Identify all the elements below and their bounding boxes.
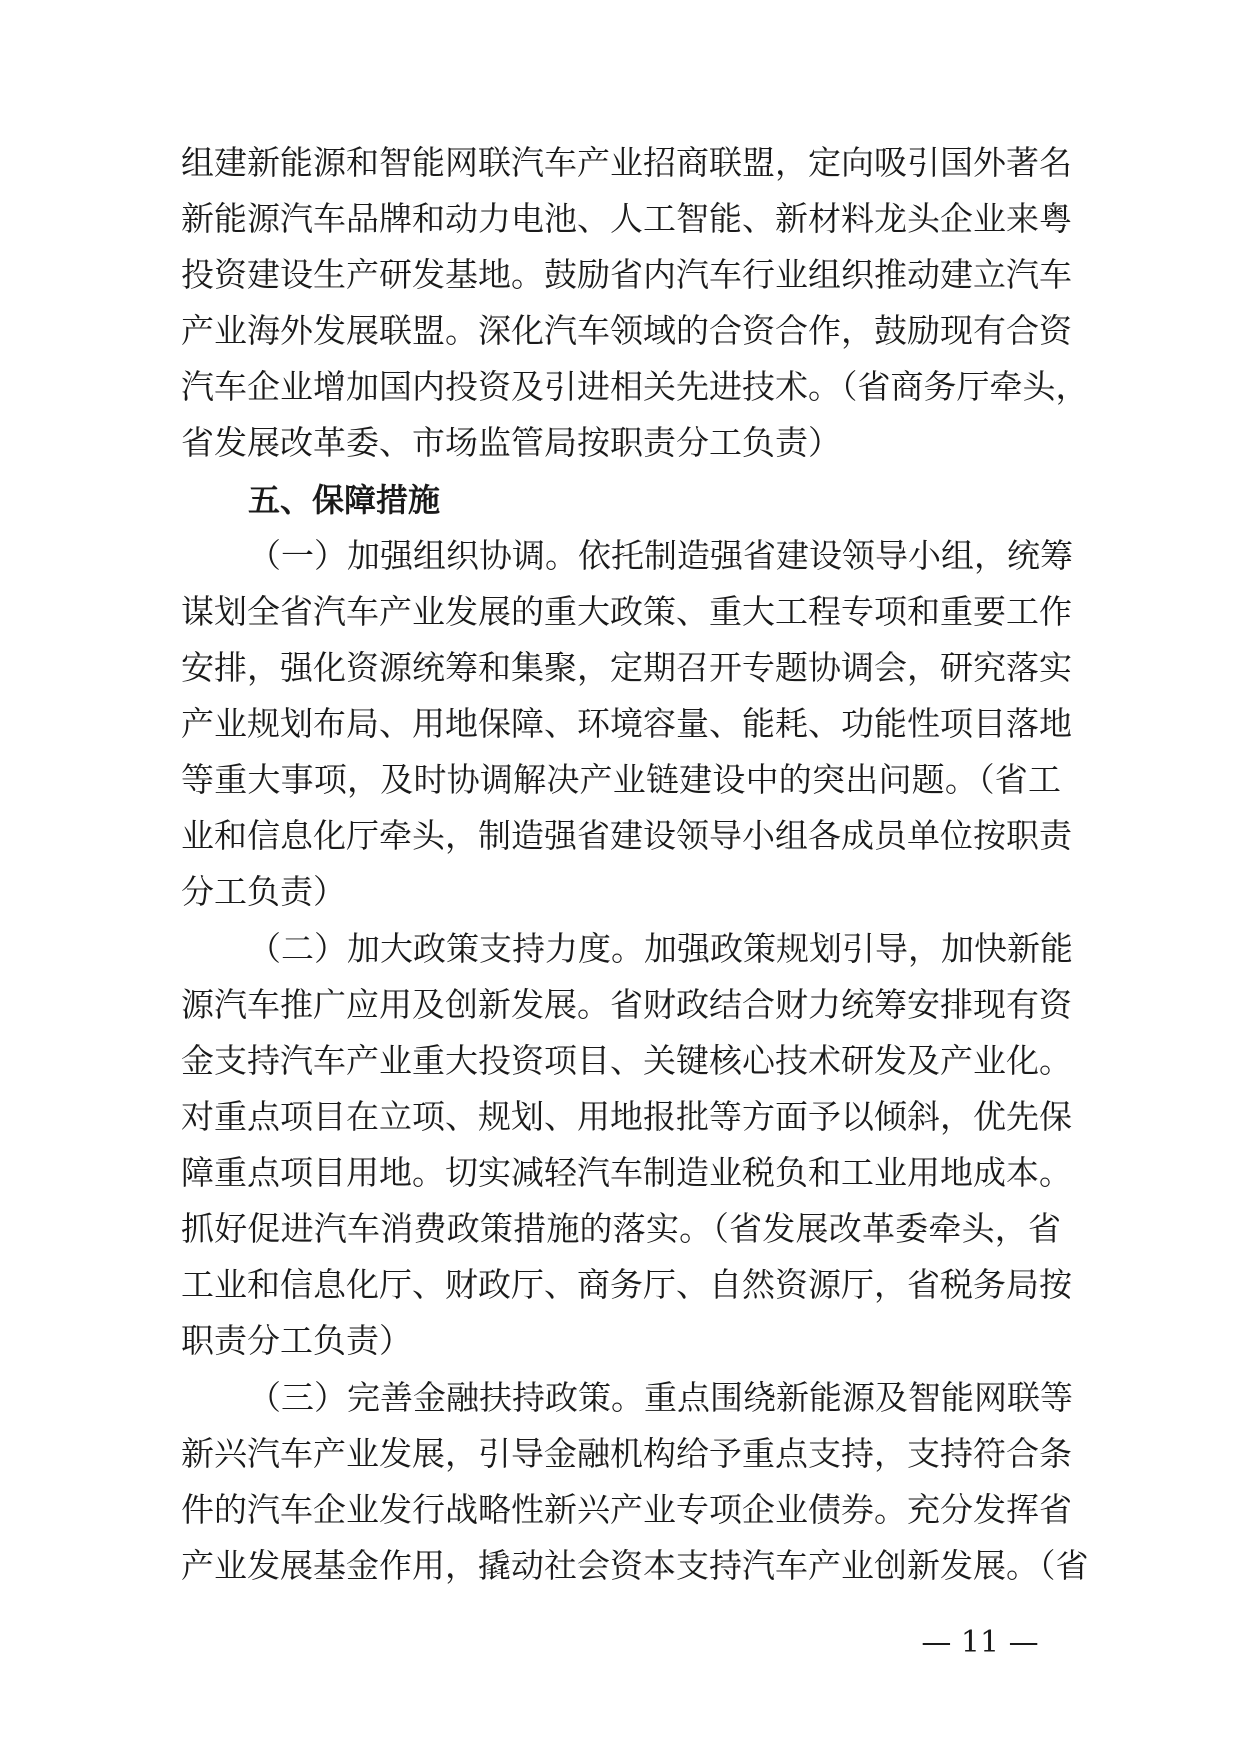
body-line: 障重点项目用地。切实减轻汽车制造业税负和工业用地成本。 [181,1153,1072,1192]
body-line: 职责分工负责） [181,1321,412,1360]
body-line: 汽车企业增加国内投资及引进相关先进技术。（省商务厅牵头， [181,367,1089,406]
page-number: — 11 — [921,1625,1039,1660]
section-heading: 五、保障措施 [248,481,441,519]
body-line: 金支持汽车产业重大投资项目、关键核心技术研发及产业化。 [181,1041,1072,1080]
body-line: 工业和信息化厅、财政厅、商务厅、自然资源厅，省税务局按 [181,1265,1072,1304]
paragraph-first-line: （二）加大政策支持力度。加强政策规划引导，加快新能 [248,929,1073,968]
body-line: 投资建设生产研发基地。鼓励省内汽车行业组织推动建立汽车 [181,255,1072,294]
paragraph-first-line: （三）完善金融扶持政策。重点围绕新能源及智能网联等 [248,1378,1073,1417]
body-line: 产业规划布局、用地保障、环境容量、能耗、功能性项目落地 [181,704,1072,743]
body-line: 新兴汽车产业发展，引导金融机构给予重点支持，支持符合条 [181,1434,1072,1473]
body-line: 业和信息化厅牵头，制造强省建设领导小组各成员单位按职责 [181,816,1072,855]
body-line: 等重大事项，及时协调解决产业链建设中的突出问题。（省工 [181,760,1061,799]
paragraph-first-line: （一）加强组织协调。依托制造强省建设领导小组，统筹 [248,536,1073,575]
body-line: 新能源汽车品牌和动力电池、人工智能、新材料龙头企业来粤 [181,199,1072,238]
body-line: 产业海外发展联盟。深化汽车领域的合资合作，鼓励现有合资 [181,311,1072,350]
body-line: 产业发展基金作用，撬动社会资本支持汽车产业创新发展。（省 [181,1546,1089,1585]
body-line: 对重点项目在立项、规划、用地报批等方面予以倾斜，优先保 [181,1097,1072,1136]
body-line: 省发展改革委、市场监管局按职责分工负责） [181,423,841,462]
body-line: 源汽车推广应用及创新发展。省财政结合财力统筹安排现有资 [181,985,1072,1024]
body-line: 谋划全省汽车产业发展的重大政策、重大工程专项和重要工作 [181,592,1072,631]
body-line: 件的汽车企业发行战略性新兴产业专项企业债券。充分发挥省 [181,1490,1072,1529]
body-line: 组建新能源和智能网联汽车产业招商联盟，定向吸引国外著名 [181,143,1072,182]
body-line: 抓好促进汽车消费政策措施的落实。（省发展改革委牵头，省 [181,1209,1061,1248]
body-line: 分工负责） [181,872,346,911]
body-line: 安排，强化资源统筹和集聚，定期召开专题协调会，研究落实 [181,648,1072,687]
